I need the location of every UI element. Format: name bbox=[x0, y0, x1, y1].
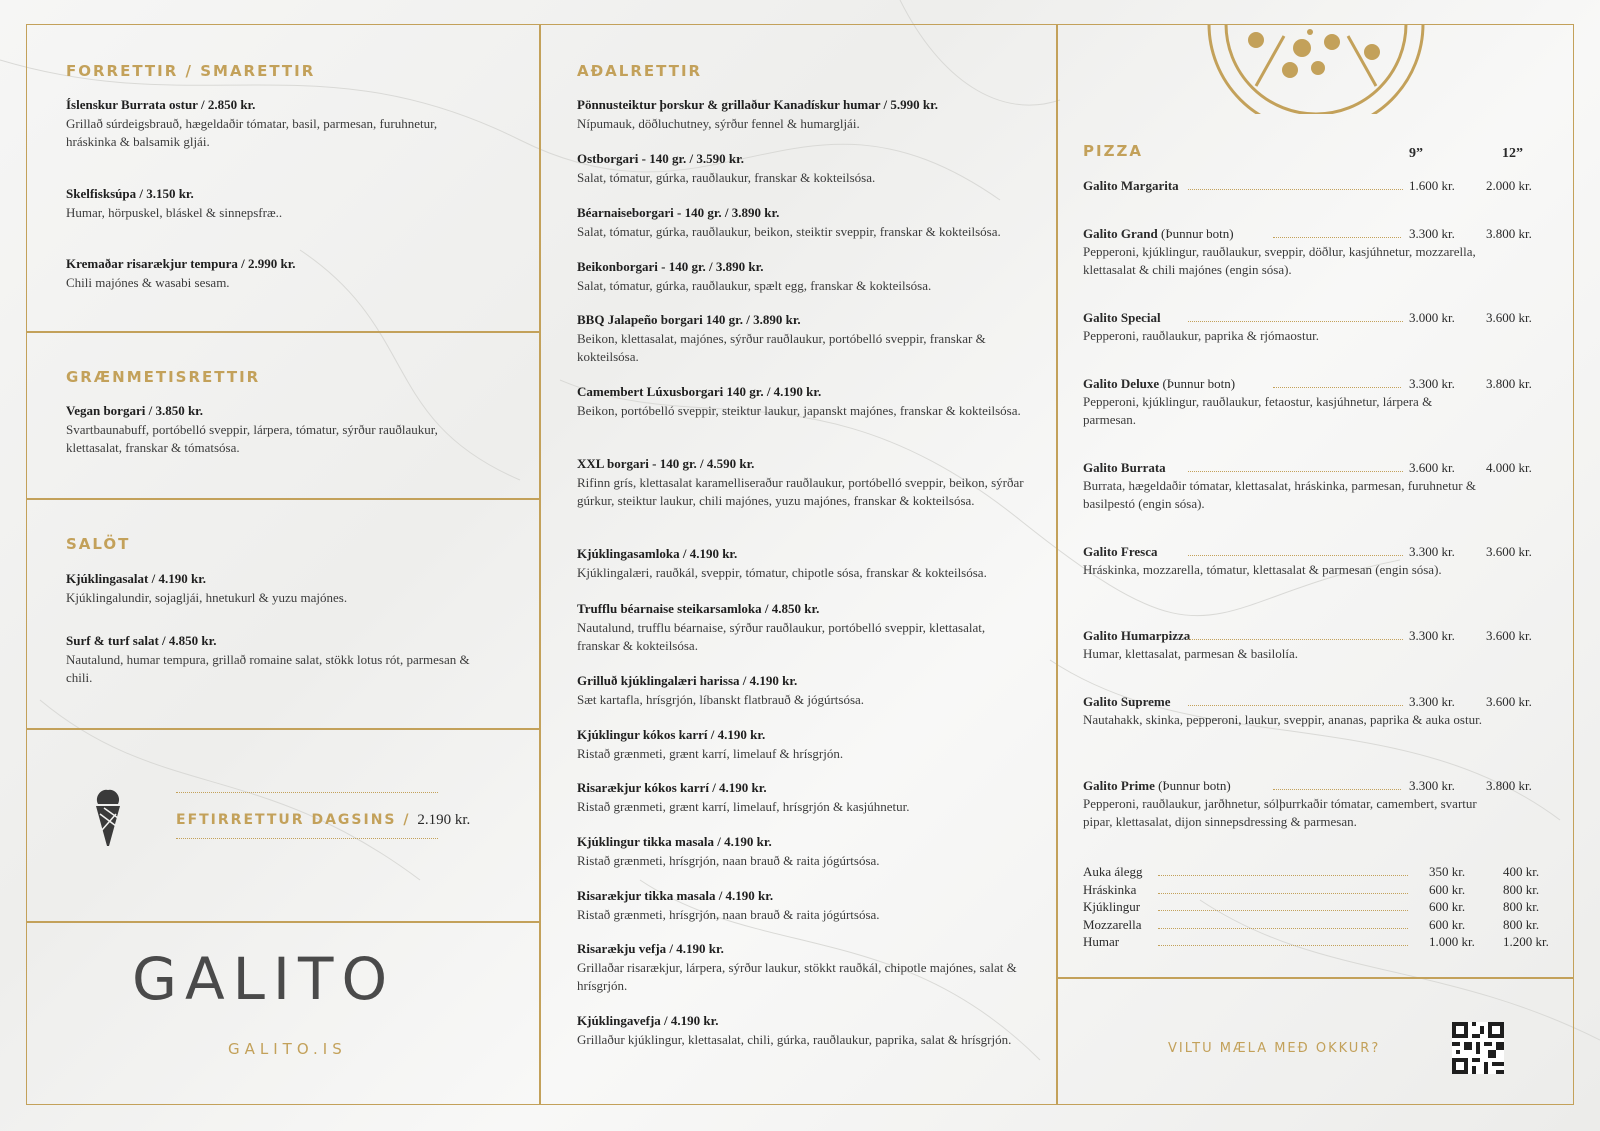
extra-name: Auka álegg bbox=[1083, 864, 1143, 879]
price-12: 3.800 kr. bbox=[1486, 376, 1532, 391]
extra-row bbox=[1083, 898, 1563, 916]
dotted-leader bbox=[1188, 189, 1403, 190]
price-12: 4.000 kr. bbox=[1486, 460, 1532, 475]
pizza-name: Galito Fresca bbox=[1083, 544, 1158, 559]
item-name: Béarnaiseborgari - 140 gr. / 3.890 kr. bbox=[577, 205, 780, 220]
pizza-desc: Burrata, hægeldaðir tómatar, klettasalat, hráskinka, parmesan, furuhnetur & basilpestó (engin sósa). bbox=[1083, 478, 1476, 511]
item-desc: Nautalund, trufflu béarnaise, sýrður rauðlaukur, portóbelló sveppir, klettasalat, franskar & kokteilsósa. bbox=[577, 619, 986, 653]
dotted-leader bbox=[1158, 875, 1408, 876]
extra-price-9: 600 kr. bbox=[1429, 916, 1466, 932]
item-name: Kjúklingavefja / 4.190 kr. bbox=[577, 1013, 719, 1028]
pizza-desc: Pepperoni, rauðlaukur, jarðhnetur, sólþurrkaðir tómatar, camembert, svartur pipar, klettasalat, dijon sinnepsdressing & parmesan. bbox=[1083, 796, 1477, 829]
extra-price-12: 800 kr. bbox=[1503, 916, 1540, 932]
dotted-leader bbox=[1188, 639, 1403, 640]
pizza-icon bbox=[1206, 24, 1426, 114]
menu-item bbox=[577, 545, 1027, 582]
forrettir-title: FORRETTIR / SMARETTIR bbox=[66, 62, 316, 80]
item-name: Kjúklingur kókos karrí / 4.190 kr. bbox=[577, 727, 766, 742]
menu-item bbox=[577, 258, 1027, 295]
price-9: 3.300 kr. bbox=[1409, 226, 1455, 241]
pizza-item bbox=[1083, 309, 1563, 345]
pizza-desc: Hráskinka, mozzarella, tómatur, klettasalat & parmesan (engin sósa). bbox=[1083, 562, 1442, 577]
extra-price-12: 400 kr. bbox=[1503, 864, 1540, 879]
website-link[interactable]: GALITO.IS bbox=[228, 1040, 347, 1058]
pizza-row bbox=[1083, 375, 1563, 393]
price-9: 3.300 kr. bbox=[1409, 694, 1455, 709]
item-name: Risarækjur tikka masala / 4.190 kr. bbox=[577, 888, 774, 903]
menu-item bbox=[66, 632, 486, 688]
item-name: Íslenskur Burrata ostur / 2.850 kr. bbox=[66, 97, 256, 112]
item-desc: Ristað grænmeti, grænt karrí, limelauf & hrísgrjón. bbox=[577, 745, 844, 761]
dotted-leader bbox=[1273, 237, 1401, 238]
item-desc: Grillaður kjúklingur, klettasalat, chili, gúrka, rauðlaukur, paprika, salat & hrísgrjón. bbox=[577, 1031, 1012, 1047]
item-name: Kremaðar risarækjur tempura / 2.990 kr. bbox=[66, 256, 296, 271]
menu-item bbox=[577, 779, 1027, 816]
pizza-item bbox=[1083, 693, 1563, 729]
item-name: Surf & turf salat / 4.850 kr. bbox=[66, 633, 217, 648]
menu-item bbox=[577, 887, 1027, 924]
extra-row bbox=[1083, 863, 1563, 881]
pizza-row bbox=[1083, 177, 1563, 195]
pizza-row bbox=[1083, 777, 1563, 795]
item-desc: Beikon, portóbelló sveppir, steiktur laukur, japanskt majónes, franskar & kokteilsósa. bbox=[577, 402, 1021, 418]
pizza-name: Galito Deluxe bbox=[1083, 376, 1160, 391]
item-desc: Salat, tómatur, gúrka, rauðlaukur, beikon, steiktir sveppir, franskar & kokteilsósa. bbox=[577, 223, 1001, 239]
pizza-desc: Pepperoni, kjúklingur, rauðlaukur, sveppir, döðlur, kasjúhnetur, mozzarella, klettasalat & chili majónes (engin sósa). bbox=[1083, 244, 1476, 277]
dotted-leader bbox=[1188, 555, 1403, 556]
menu-item bbox=[577, 672, 1027, 709]
item-desc: Nípumauk, döðluchutney, sýrður fennel & humargljái. bbox=[577, 115, 860, 131]
item-name: Trufflu béarnaise steikarsamloka / 4.850 kr. bbox=[577, 601, 820, 616]
pizza-title: PIZZA bbox=[1083, 142, 1143, 160]
menu-item bbox=[577, 311, 1027, 367]
item-desc: Rifinn grís, klettasalat karamelliseraður rauðlaukur, portóbelló sveppir, beikon, sýrðar gúrkur, steiktur laukur, chili majónes, yuzu majónes, franskar & kokteilsósa. bbox=[577, 474, 1024, 508]
menu-item bbox=[577, 726, 1027, 763]
item-name: XXL borgari - 140 gr. / 4.590 kr. bbox=[577, 456, 755, 471]
price-12: 3.600 kr. bbox=[1486, 544, 1532, 559]
item-name: Camembert Lúxusborgari 140 gr. / 4.190 kr. bbox=[577, 384, 822, 399]
dotted-leader bbox=[1188, 471, 1403, 472]
dessert-price: 2.190 kr. bbox=[417, 812, 471, 828]
item-desc: Nautalund, humar tempura, grillað romaine salat, stökk lotus rót, parmesan & chili. bbox=[66, 651, 470, 685]
menu-item bbox=[577, 150, 1027, 187]
item-name: Beikonborgari - 140 gr. / 3.890 kr. bbox=[577, 259, 764, 274]
menu-item bbox=[577, 940, 1027, 996]
menu-item bbox=[577, 600, 1027, 656]
extra-row bbox=[1083, 881, 1563, 899]
pizza-item bbox=[1083, 375, 1563, 429]
menu-item bbox=[577, 833, 1027, 870]
item-desc: Kjúklingalæri, rauðkál, sveppir, tómatur, chipotle sósa, franskar & kokteilsósa. bbox=[577, 564, 987, 580]
item-name: Risarækjur kókos karrí / 4.190 kr. bbox=[577, 780, 767, 795]
menu-item bbox=[577, 204, 1027, 241]
extra-name: Mozzarella bbox=[1083, 916, 1142, 932]
pizza-name: Galito Special bbox=[1083, 310, 1161, 325]
price-9: 3.300 kr. bbox=[1409, 778, 1455, 793]
recommend-text: VILTU MÆLA MEÐ OKKUR? bbox=[1168, 1041, 1381, 1056]
item-name: Skelfisksúpa / 3.150 kr. bbox=[66, 186, 194, 201]
price-12: 2.000 kr. bbox=[1486, 178, 1532, 193]
extra-price-12: 1.200 kr. bbox=[1503, 934, 1549, 949]
pizza-desc: Pepperoni, rauðlaukur, paprika & rjómaostur. bbox=[1083, 328, 1319, 343]
extra-row bbox=[1083, 916, 1563, 934]
menu-item bbox=[66, 96, 486, 152]
extra-price-12: 800 kr. bbox=[1503, 881, 1540, 897]
item-desc: Beikon, klettasalat, majónes, sýrður rauðlaukur, portóbelló sveppir, franskar & kokteilsósa. bbox=[577, 330, 986, 364]
pizza-item bbox=[1083, 177, 1563, 195]
pizza-row bbox=[1083, 543, 1563, 561]
size-9-header: 9” bbox=[1409, 146, 1423, 161]
price-12: 3.600 kr. bbox=[1486, 310, 1532, 325]
pizza-desc: Humar, klettasalat, parmesan & basilolía. bbox=[1083, 646, 1298, 661]
item-desc: Ristað grænmeti, grænt karrí, limelauf, hrísgrjón & kasjúhnetur. bbox=[577, 798, 910, 814]
pizza-item bbox=[1083, 777, 1563, 831]
column-divider-2 bbox=[1056, 24, 1058, 1105]
adalrettir-title: AÐALRETTIR bbox=[577, 62, 703, 80]
pizza-name: Galito Prime bbox=[1083, 778, 1155, 793]
extra-name: Hráskinka bbox=[1083, 881, 1137, 897]
pizza-name: Galito Margarita bbox=[1083, 178, 1179, 193]
price-9: 3.300 kr. bbox=[1409, 628, 1455, 643]
section-divider bbox=[26, 728, 540, 730]
item-desc: Ristað grænmeti, hrísgrjón, naan brauð & raita jógúrtsósa. bbox=[577, 906, 880, 922]
menu-item bbox=[66, 185, 486, 222]
item-name: Kjúklingur tikka masala / 4.190 kr. bbox=[577, 834, 772, 849]
galito-logo: GALITO bbox=[132, 945, 396, 1013]
menu-item bbox=[577, 1012, 1027, 1049]
item-name: Grilluð kjúklingalæri harissa / 4.190 kr. bbox=[577, 673, 798, 688]
item-name: Kjúklingasamloka / 4.190 kr. bbox=[577, 546, 738, 561]
pizza-desc: Nautahakk, skinka, pepperoni, laukur, sveppir, ananas, paprika & auka ostur. bbox=[1083, 712, 1482, 727]
extra-name: Kjúklingur bbox=[1083, 899, 1141, 914]
dotted-leader bbox=[1273, 789, 1401, 790]
item-name: Risarækju vefja / 4.190 kr. bbox=[577, 941, 724, 956]
pizza-name: Galito Supreme bbox=[1083, 694, 1171, 709]
extra-row bbox=[1083, 933, 1563, 951]
price-9: 3.300 kr. bbox=[1409, 376, 1455, 391]
section-divider bbox=[1056, 977, 1574, 979]
item-desc: Salat, tómatur, gúrka, rauðlaukur, franskar & kokteilsósa. bbox=[577, 169, 876, 185]
price-9: 3.300 kr. bbox=[1409, 544, 1455, 559]
size-12-header: 12” bbox=[1502, 146, 1523, 161]
item-desc: Sæt kartafla, hrísgrjón, líbanskt flatbrauð & jógúrtsósa. bbox=[577, 691, 865, 707]
dessert-label: EFTIRRETTUR DAGSINS / bbox=[176, 812, 411, 828]
menu-item bbox=[66, 255, 486, 292]
dotted-leader bbox=[1188, 321, 1403, 322]
menu-item bbox=[577, 383, 1027, 420]
item-desc: Humar, hörpuskel, bláskel & sinnepsfræ.. bbox=[66, 204, 283, 220]
pizza-desc: Pepperoni, kjúklingur, rauðlaukur, fetaostur, kasjúhnetur, lárpera & parmesan. bbox=[1083, 394, 1433, 427]
item-desc: Salat, tómatur, gúrka, rauðlaukur, spælt egg, franskar & kokteilsósa. bbox=[577, 277, 932, 293]
item-name: Ostborgari - 140 gr. / 3.590 kr. bbox=[577, 151, 744, 166]
dotted-leader bbox=[1158, 910, 1408, 911]
graenmeti-title: GRÆNMETISRETTIR bbox=[66, 368, 261, 386]
extras-list bbox=[1083, 863, 1563, 951]
item-desc: Chili majónes & wasabi sesam. bbox=[66, 274, 230, 290]
dotted-leader bbox=[1158, 893, 1408, 894]
pizza-item bbox=[1083, 225, 1563, 279]
pizza-row bbox=[1083, 309, 1563, 327]
extra-price-9: 600 kr. bbox=[1429, 881, 1466, 897]
pizza-item bbox=[1083, 543, 1563, 579]
pizza-name: Galito Grand bbox=[1083, 226, 1158, 241]
pizza-name: Galito Humarpizza bbox=[1083, 628, 1191, 643]
menu-item bbox=[66, 402, 486, 458]
item-desc: Ristað grænmeti, hrísgrjón, naan brauð & raita jógúrtsósa. bbox=[577, 852, 880, 868]
extra-price-9: 600 kr. bbox=[1429, 899, 1466, 914]
extra-price-9: 350 kr. bbox=[1429, 864, 1466, 879]
section-divider bbox=[26, 498, 540, 500]
dotted-rule bbox=[176, 792, 438, 793]
price-12: 3.600 kr. bbox=[1486, 694, 1532, 709]
menu-item bbox=[577, 96, 1027, 133]
item-desc: Grillaðar risarækjur, lárpera, sýrður laukur, stökkt rauðkál, chipotle majónes, salat & hrísgrjón. bbox=[577, 959, 1017, 993]
price-9: 3.000 kr. bbox=[1409, 310, 1455, 325]
pizza-item bbox=[1083, 627, 1563, 663]
dotted-leader bbox=[1273, 387, 1401, 388]
qr-code-icon[interactable] bbox=[1452, 1022, 1504, 1074]
item-name: Vegan borgari / 3.850 kr. bbox=[66, 403, 203, 418]
item-name: BBQ Jalapeño borgari 140 gr. / 3.890 kr. bbox=[577, 312, 801, 327]
item-desc: Grillað súrdeigsbrauð, hægeldaðir tómatar, basil, parmesan, furuhnetur, hráskinka & balsamik gljái. bbox=[66, 115, 438, 149]
item-desc: Kjúklingalundir, sojagljái, hnetukurl & yuzu majónes. bbox=[66, 589, 348, 605]
price-12: 3.800 kr. bbox=[1486, 778, 1532, 793]
ice-cream-icon bbox=[92, 786, 124, 848]
section-divider bbox=[26, 921, 540, 923]
column-divider-1 bbox=[539, 24, 541, 1105]
dessert-of-the-day bbox=[176, 812, 470, 829]
pizza-crust-note: (Þunnur botn) bbox=[1159, 376, 1236, 391]
price-9: 3.600 kr. bbox=[1409, 460, 1455, 475]
price-12: 3.600 kr. bbox=[1486, 628, 1532, 643]
extra-name: Humar bbox=[1083, 934, 1120, 949]
item-name: Kjúklingasalat / 4.190 kr. bbox=[66, 571, 207, 586]
dotted-leader bbox=[1158, 928, 1408, 929]
pizza-row bbox=[1083, 225, 1563, 243]
salot-title: SALÖT bbox=[66, 535, 131, 553]
pizza-row bbox=[1083, 627, 1563, 645]
section-divider bbox=[26, 331, 540, 333]
pizza-row bbox=[1083, 693, 1563, 711]
extra-price-9: 1.000 kr. bbox=[1429, 934, 1475, 949]
dotted-rule bbox=[176, 838, 438, 839]
dotted-leader bbox=[1188, 705, 1403, 706]
dotted-leader bbox=[1158, 945, 1408, 946]
pizza-item bbox=[1083, 459, 1563, 513]
pizza-name: Galito Burrata bbox=[1083, 460, 1166, 475]
extra-price-12: 800 kr. bbox=[1503, 899, 1540, 914]
price-9: 1.600 kr. bbox=[1409, 178, 1455, 193]
pizza-crust-note: (Þunnur botn) bbox=[1154, 778, 1231, 793]
menu-item bbox=[577, 455, 1027, 511]
menu-item bbox=[66, 570, 486, 607]
pizza-row bbox=[1083, 459, 1563, 477]
item-name: Pönnusteiktur þorskur & grillaður Kanadískur humar / 5.990 kr. bbox=[577, 97, 938, 112]
item-desc: Svartbaunabuff, portóbelló sveppir, lárpera, tómatur, sýrður rauðlaukur, klettasalat, franskar & tómatsósa. bbox=[66, 421, 438, 455]
price-12: 3.800 kr. bbox=[1486, 226, 1532, 241]
pizza-crust-note: (Þunnur botn) bbox=[1157, 226, 1234, 241]
